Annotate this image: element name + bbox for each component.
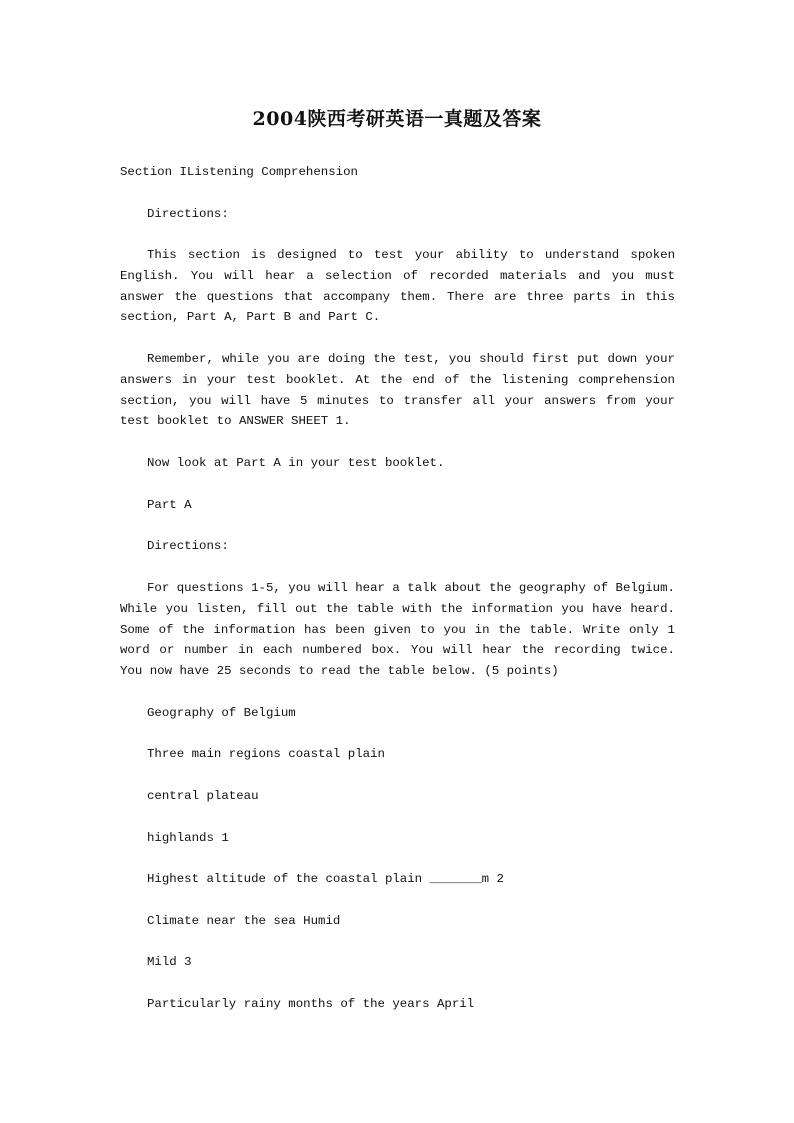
paragraph-intro: This section is designed to test your ability to understand spoken English. You will hear a selection of recorded materials and you must answer the questions that accompany them. There are three parts in this section, Part A, Part B and Part C. xyxy=(120,248,675,325)
table-line: central plateau xyxy=(147,789,259,803)
table-line: Geography of Belgium xyxy=(147,706,296,720)
paragraph-part-a-directions: For questions 1-5, you will hear a talk about the geography of Belgium. While you listen, fill out the table with the information you have heard. Some of the information has been given to you in the table. Write only 1 word or number in each numbered box. You will hear the recording twice. You now have 25 seconds to read the table below. (5 points) xyxy=(120,581,675,679)
directions-label: Directions: xyxy=(147,539,229,553)
part-a-heading: Part A xyxy=(147,498,192,512)
document-title: 2004陕西考研英语一真题及答案 xyxy=(252,108,542,130)
table-line: Highest altitude of the coastal plain _______m 2 xyxy=(147,872,504,886)
table-line: highlands 1 xyxy=(147,831,229,845)
table-line: Mild 3 xyxy=(147,955,192,969)
table-line: Particularly rainy months of the years April xyxy=(147,997,475,1011)
table-line: Climate near the sea Humid xyxy=(147,914,341,928)
directions-label: Directions: xyxy=(147,207,229,221)
paragraph-remember: Remember, while you are doing the test, you should first put down your answers in your test booklet. At the end of the listening comprehension section, you will have 5 minutes to transfer all your answers from your test booklet to ANSWER SHEET 1. xyxy=(120,352,675,429)
section-heading: Section IListening Comprehension xyxy=(120,165,358,179)
table-line: Three main regions coastal plain xyxy=(147,747,385,761)
paragraph-look-part-a: Now look at Part A in your test booklet. xyxy=(147,456,445,470)
